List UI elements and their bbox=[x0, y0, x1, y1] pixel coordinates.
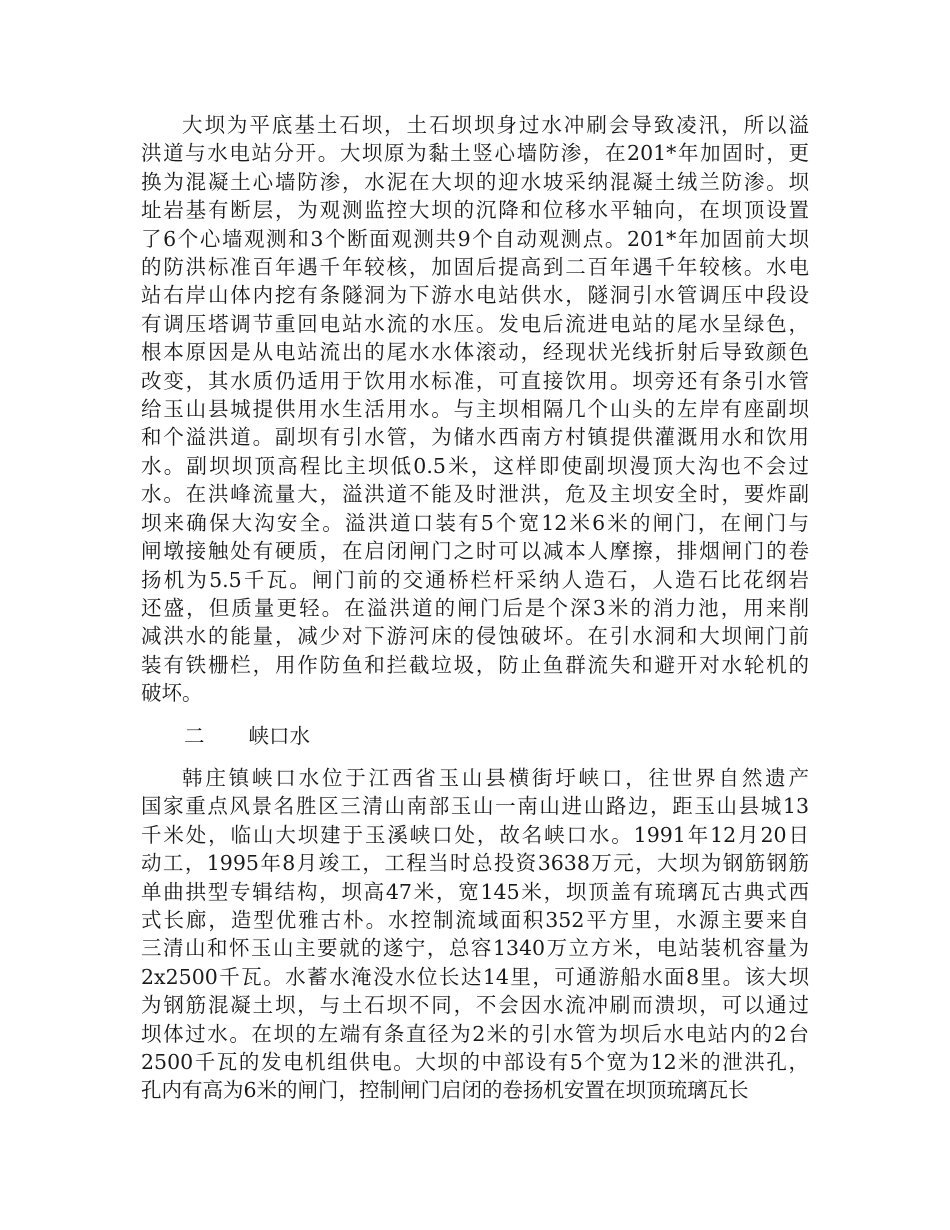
text-line: 闸墩接触处有硬质，在启闭闸门之时可以减本人摩擦，排烟闸门的卷 bbox=[141, 539, 809, 564]
text-line: 破坏。 bbox=[141, 681, 203, 706]
section-number: 二 bbox=[184, 724, 205, 748]
text-line: 扬机为5.5千瓦。闸门前的交通桥栏杆采纳人造石，人造石比花纲岩 bbox=[141, 567, 809, 592]
text-line: 水。副坝坝顶高程比主坝低0.5米，这样即使副坝漫顶大沟也不会过 bbox=[141, 453, 809, 478]
section-heading bbox=[184, 722, 310, 750]
text-line: 坝来确保大沟安全。溢洪道口装有5个宽12米6米的闸门，在闸门与 bbox=[141, 510, 809, 535]
text-line: 千米处，临山大坝建于玉溪峡口处，故名峡口水。1991年12月20日 bbox=[141, 822, 809, 847]
text-line: 根本原因是从电站流出的尾水水体滚动，经现状光线折射后导致颜色 bbox=[141, 340, 809, 365]
text-line: 国家重点风景名胜区三清山南部玉山一南山进山路边，距玉山县城13 bbox=[141, 794, 809, 819]
text-line: 韩庄镇峡口水位于江西省玉山县横街圩峡口，往世界自然遗产 bbox=[182, 766, 809, 790]
text-line: 三清山和怀玉山主要就的遂宁，总容1340万立方米，电站装机容量为 bbox=[141, 936, 809, 961]
text-line: 式长廊，造型优雅古朴。水控制流域面积352平方里，水源主要来自 bbox=[141, 908, 809, 933]
text-line: 有调压塔调节重回电站水流的水压。发电后流进电站的尾水呈绿色， bbox=[141, 311, 809, 336]
text-line: 孔内有高为6米的闸门，控制闸门启闭的卷扬机安置在坝顶琉璃瓦长 bbox=[141, 1078, 749, 1103]
text-line: 的防洪标准百年遇千年较核，加固后提高到二百年遇千年较核。水电 bbox=[141, 255, 809, 280]
text-line: 坝体过水。在坝的左端有条直径为2米的引水管为坝后水电站内的2台 bbox=[141, 1021, 809, 1046]
text-line: 了6个心墙观测和3个断面观测共9个自动观测点。201*年加固前大坝 bbox=[141, 226, 809, 251]
text-line: 2x2500千瓦。水蓄水淹没水位长达14里，可通游船水面8里。该大坝 bbox=[141, 964, 809, 989]
text-line: 动工，1995年8月竣工，工程当时总投资3638万元，大坝为钢筋钢筋 bbox=[141, 851, 809, 876]
text-line: 改变，其水质仍适用于饮用水标准，可直接饮用。坝旁还有条引水管 bbox=[141, 368, 809, 393]
text-line: 址岩基有断层，为观测监控大坝的沉降和位移水平轴向，在坝顶设置 bbox=[141, 198, 809, 223]
paragraph-xiakou-reservoir bbox=[141, 764, 809, 1105]
paragraph-dam-description bbox=[141, 111, 809, 708]
text-line: 2500千瓦的发电机组供电。大坝的中部设有5个宽为12米的泄洪孔， bbox=[141, 1050, 809, 1075]
text-line: 大坝为平底基土石坝，土石坝坝身过水冲刷会导致凌汛，所以溢 bbox=[182, 113, 809, 137]
text-line: 为钢筋混凝土坝，与土石坝不同，不会因水流冲刷而溃坝，可以通过 bbox=[141, 993, 809, 1018]
text-line: 装有铁栅栏，用作防鱼和拦截垃圾，防止鱼群流失和避开对水轮机的 bbox=[141, 652, 809, 677]
text-line: 和个溢洪道。副坝有引水管，为储水西南方村镇提供灌溉用水和饮用 bbox=[141, 425, 809, 450]
section-title: 峡口水 bbox=[248, 724, 310, 748]
text-line: 站右岸山体内挖有条隧洞为下游水电站供水，隧洞引水管调压中段设 bbox=[141, 283, 809, 308]
text-line: 水。在洪峰流量大，溢洪道不能及时泄洪，危及主坝安全时，要炸副 bbox=[141, 482, 809, 507]
text-line: 单曲拱型专辑结构，坝高47米，宽145米，坝顶盖有琉璃瓦古典式西 bbox=[141, 879, 809, 904]
text-line: 换为混凝土心墙防渗，水泥在大坝的迎水坡采纳混凝土绒兰防渗。坝 bbox=[141, 169, 809, 194]
text-line: 减洪水的能量，减少对下游河床的侵蚀破坏。在引水洞和大坝闸门前 bbox=[141, 624, 809, 649]
text-line: 洪道与水电站分开。大坝原为黏土竖心墙防渗，在201*年加固时，更 bbox=[141, 141, 809, 166]
text-line: 给玉山县城提供用水生活用水。与主坝相隔几个山头的左岸有座副坝 bbox=[141, 397, 809, 422]
text-line: 还盛，但质量更轻。在溢洪道的闸门后是个深3米的消力池，用来削 bbox=[141, 595, 809, 620]
